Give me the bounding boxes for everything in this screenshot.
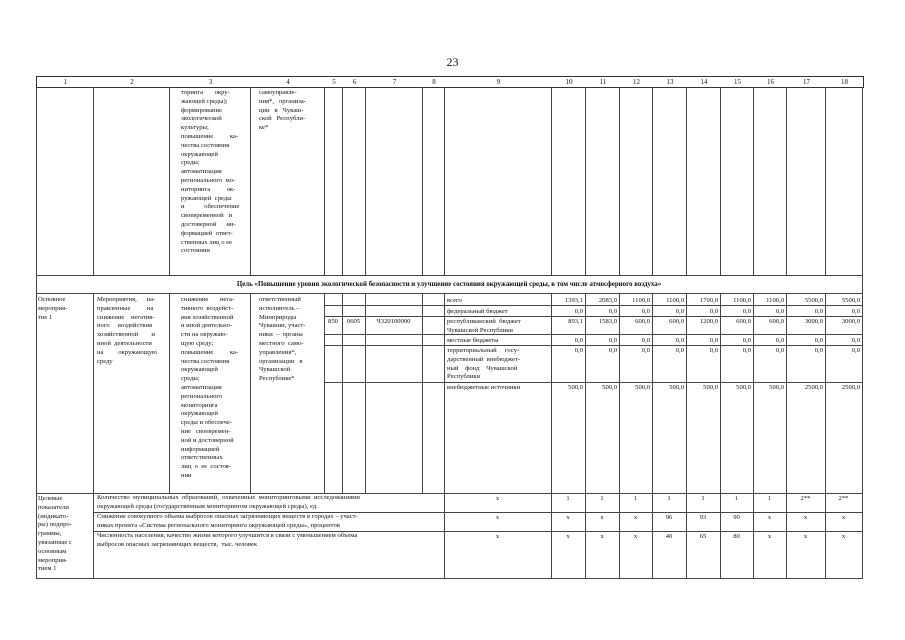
- indicator-value-cell: 2**: [838, 495, 849, 502]
- value-cell: 2500,0: [841, 384, 860, 391]
- value-cell: 1393,1: [564, 297, 583, 304]
- value-cell: 0,0: [775, 308, 784, 315]
- value-cell: 0,0: [851, 337, 860, 344]
- value-cell: 0,0: [608, 337, 617, 344]
- value-cell: 1200,0: [699, 318, 718, 325]
- value-cell: 0,0: [641, 347, 650, 354]
- goal-heading: Цель «Повышение уровня экологической безопасности и улучшение состояния окружающей среды, в том числе атмосферного воздуха»: [236, 281, 662, 288]
- value-cell: 2500,0: [804, 384, 823, 391]
- indicator-value-cell: 65: [699, 533, 707, 540]
- indicator-value-cell: x: [767, 533, 772, 540]
- value-cell: 1100,0: [766, 297, 784, 304]
- funding-label-republic: республиканский бюджет Чувашской Республики: [447, 318, 521, 334]
- column-header-row: [36, 76, 864, 88]
- value-cell: 5500,0: [804, 297, 823, 304]
- value-cell: 0,0: [641, 308, 650, 315]
- value-cell: 0,0: [574, 347, 583, 354]
- header-col-11: 11: [599, 78, 607, 86]
- value-cell: 3000,0: [804, 318, 823, 325]
- header-col-8: 8: [432, 78, 436, 86]
- header-col-10: 10: [565, 78, 573, 86]
- block2-col1-text: Основное мероприя- тие 1: [38, 296, 68, 321]
- block2-col4-text: ответственный исполнитель – Минприроды Чувашии, участ- ники – органы местного само- управления*, организации в Чувашской Республике*: [259, 296, 306, 383]
- value-cell: 0,0: [814, 347, 823, 354]
- header-col-2: 2: [130, 78, 134, 86]
- indicator-unit-cell: x: [495, 533, 500, 540]
- header-col-3: 3: [208, 78, 213, 86]
- header-col-6: 6: [352, 78, 357, 86]
- header-col-18: 18: [841, 78, 848, 86]
- value-cell: 500,0: [703, 384, 718, 391]
- value-cell: 0,0: [641, 337, 650, 344]
- indicator-value-cell: x: [803, 533, 808, 540]
- block2-col3-text: снижение нега- тивного воздейст- вия хозяйственной и иной деятельно- сти на окружаю- щую среду; повышение ка- чества состояния окружающей среды; автоматизация регионального мониторинга окружающей среды и обеспече- ние своевремен- ной и достоверной информацией ответственных лиц о ее состоя- нии: [181, 296, 239, 479]
- value-cell: 500,0: [635, 384, 650, 391]
- indicator-text: Количество муниципальных образований, охваченных мониторинговыми исследованиями окружающей среды (государственным мониторингом окружающей среды), ед.: [97, 494, 360, 510]
- value-cell: 600,0: [635, 318, 650, 325]
- value-cell: 600,0: [769, 318, 784, 325]
- funding-label-extrabudgetary: внебюджетные источники: [447, 384, 521, 391]
- header-col-1: 1: [63, 78, 68, 86]
- header-col-9: 9: [496, 78, 501, 86]
- value-cell: 600,0: [736, 318, 751, 325]
- indicator-value-cell: 1: [701, 495, 705, 502]
- value-cell: 0,0: [742, 347, 751, 354]
- value-cell: 3000,0: [841, 318, 860, 325]
- funding-label-federal: федеральный бюджет: [447, 308, 508, 315]
- value-cell: 1583,0: [598, 318, 617, 325]
- indicator-value-cell: 1: [767, 495, 772, 502]
- value-cell: 0,0: [675, 337, 684, 344]
- value-cell: 600,0: [669, 318, 684, 325]
- value-cell: 0,0: [675, 347, 684, 354]
- header-col-7: 7: [392, 78, 397, 86]
- indicator-unit-cell: x: [495, 495, 500, 502]
- indicator-value-cell: x: [600, 533, 604, 540]
- indicator-value-cell: 1: [600, 495, 604, 502]
- block2-code-col5: 850: [328, 318, 338, 325]
- indicator-value-cell: 93: [699, 514, 707, 521]
- indicator-value-cell: 80: [733, 533, 740, 540]
- block1-col4-text: самоуправле- ния*, организа- ции в Чуваш- ской Республи- ке*: [259, 89, 306, 132]
- indicator-value-cell: 2**: [800, 495, 811, 502]
- value-cell: 0,0: [742, 337, 751, 344]
- indicator-value-cell: 1: [734, 495, 739, 502]
- indicator-value-cell: x: [600, 514, 604, 521]
- value-cell: 0,0: [608, 308, 617, 315]
- indicator-value-cell: x: [767, 514, 772, 521]
- block2-code-col7: Ч320100000: [376, 318, 411, 325]
- indicator-value-cell: 96: [665, 514, 673, 521]
- value-cell: 2083,0: [598, 297, 617, 304]
- indicator-value-cell: 40: [665, 533, 673, 540]
- value-cell: 0,0: [574, 308, 583, 315]
- indicator-text: Численность населения, качество жизни которого улучшится в связи с уменьшением объема выбросов опасных загрязняющих веществ, тыс. человек: [97, 532, 358, 548]
- header-col-4: 4: [286, 78, 290, 86]
- block1-col3-text: торинга окру- жающей среды); формирование экологической культуры; повышение ка- чества состояния окружающей среды; автоматизация регионального мо- ниторинга ок- ружающей среды и обеспечение своевременной и достоверной ин- формацией ответ- ственных лиц о ее состоянии: [181, 89, 240, 255]
- value-cell: 0,0: [814, 308, 823, 315]
- value-cell: 500,0: [769, 384, 784, 391]
- target-indicators-label: Целевые показатели (индикато- ры) подпро- граммы, увязанные с основным мероприя- тием 1: [38, 495, 72, 573]
- value-cell: 1100,0: [632, 297, 650, 304]
- value-cell: 0,0: [574, 337, 583, 344]
- page-number: 23: [446, 55, 459, 69]
- funding-label-territorial-fund: территориальный госу- дарственный внебюджет- ный фонд Чувашской Республики: [447, 347, 521, 381]
- indicator-value-cell: x: [633, 533, 638, 540]
- value-cell: 1700,0: [699, 297, 718, 304]
- value-cell: 500,0: [736, 384, 751, 391]
- value-cell: 0,0: [675, 308, 684, 315]
- value-cell: 0,0: [775, 337, 784, 344]
- indicator-value-cell: x: [566, 514, 570, 521]
- block2-col2-text: Мероприятия, на- правленные на снижение негатив- ного воздействия хозяйственной и иной деятельности на окружающую среду: [97, 296, 157, 365]
- indicator-value-cell: 1: [566, 495, 570, 502]
- header-col-12: 12: [633, 78, 640, 86]
- value-cell: 0,0: [851, 347, 860, 354]
- value-cell: 0,0: [709, 308, 718, 315]
- header-col-14: 14: [700, 78, 708, 86]
- value-cell: 0,0: [742, 308, 751, 315]
- value-cell: 0,0: [775, 347, 784, 354]
- header-col-15: 15: [734, 78, 741, 86]
- header-col-13: 13: [666, 78, 674, 86]
- value-cell: 0,0: [814, 337, 823, 344]
- indicator-text: Снижение совокупного объема выбросов опасных загрязняющих веществ в городах – участ- никах проекта «Система регионального мониторинга окружающей среды», процентов: [97, 513, 358, 529]
- value-cell: 1100,0: [733, 297, 751, 304]
- header-col-5: 5: [332, 78, 336, 86]
- indicator-value-cell: 1: [667, 495, 671, 502]
- indicator-unit-cell: x: [495, 514, 500, 521]
- value-cell: 500,0: [669, 384, 684, 391]
- value-cell: 0,0: [709, 337, 718, 344]
- value-cell: 500,0: [602, 384, 617, 391]
- value-cell: 1100,0: [666, 297, 684, 304]
- indicator-value-cell: x: [803, 514, 808, 521]
- indicator-value-cell: x: [633, 514, 638, 521]
- value-cell: 0,0: [608, 347, 617, 354]
- block2-code-col6: 0605: [346, 318, 361, 325]
- value-cell: 0,0: [709, 347, 718, 354]
- header-col-16: 16: [767, 78, 774, 86]
- header-col-17: 17: [803, 78, 810, 86]
- funding-label-local: местные бюджеты: [447, 337, 499, 344]
- value-cell: 893,1: [568, 318, 583, 325]
- indicator-value-cell: x: [566, 533, 570, 540]
- indicator-value-cell: x: [841, 533, 846, 540]
- indicator-value-cell: 90: [733, 514, 740, 521]
- value-cell: 0,0: [851, 308, 860, 315]
- indicator-value-cell: 1: [633, 495, 638, 502]
- indicator-value-cell: x: [841, 514, 846, 521]
- funding-label-total: всего: [447, 297, 462, 304]
- value-cell: 5500,0: [841, 297, 860, 304]
- value-cell: 500,0: [568, 384, 583, 391]
